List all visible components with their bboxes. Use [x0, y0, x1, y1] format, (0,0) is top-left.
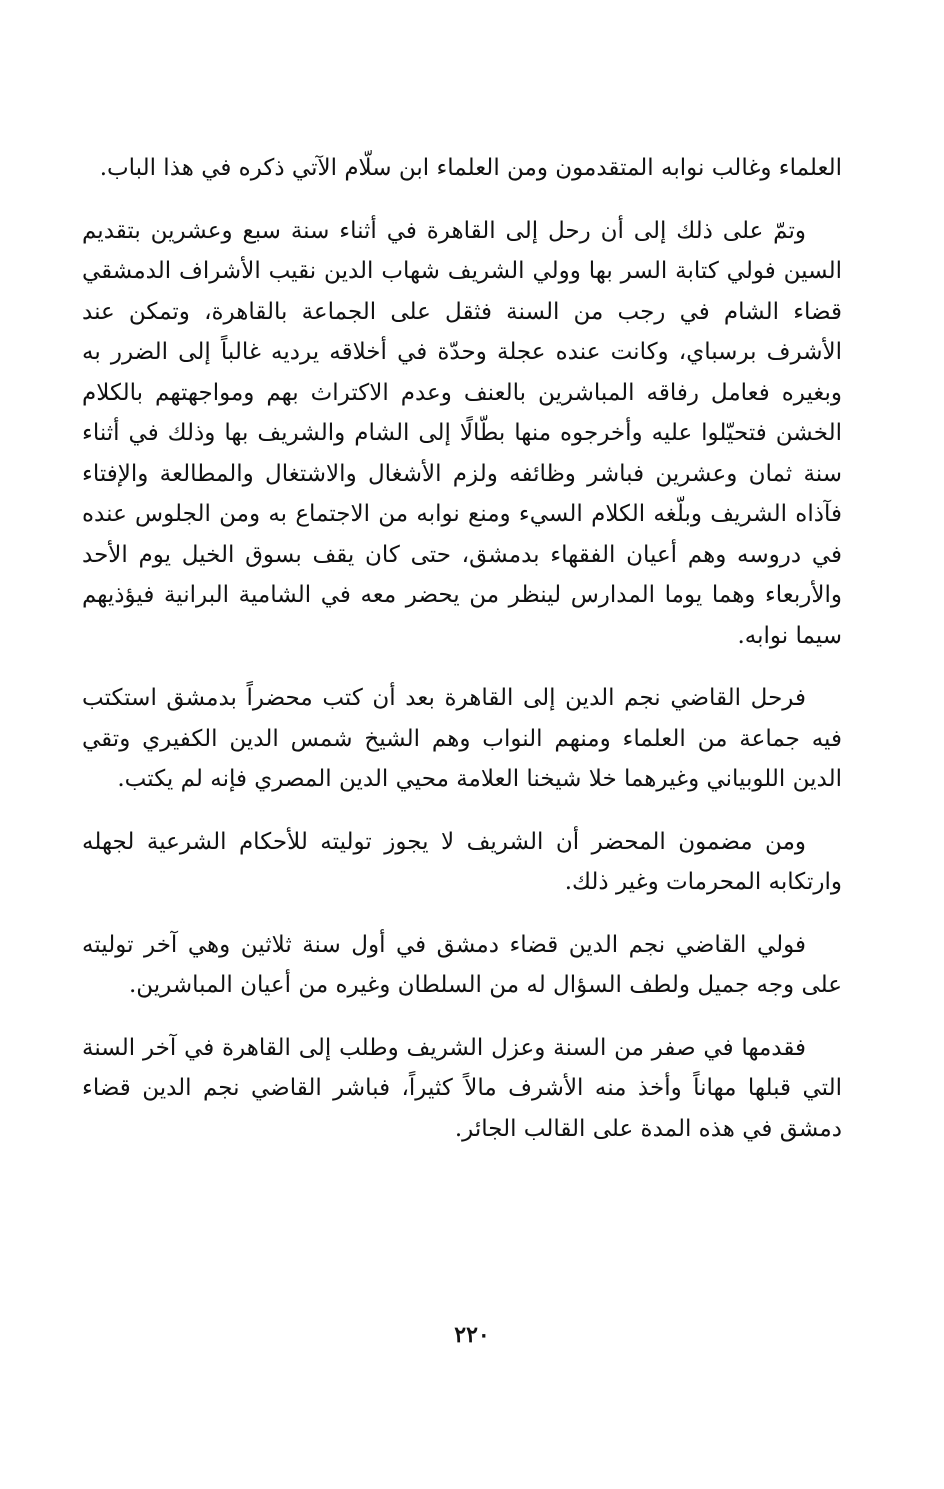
- page-number: ٢٢٠: [454, 1322, 490, 1348]
- paragraph-2: وتمّ على ذلك إلى أن رحل إلى القاهرة في أثناء سنة سبع وعشرين بتقديم السين فولي كتابة السر بها وولي الشريف شهاب الدين نقيب الأشراف الدمشقي قضاء الشام في رجب من السنة فثقل على الجماعة بالقاهرة، وتمكن عند الأشرف برسباي، وكانت عنده عجلة وحدّة في أخلاقه يرديه غالباً إلى الضرر به وبغيره فعامل رفاقه المباشرين بالعنف وعدم الاكتراث بهم ومواجهتهم بالكلام الخشن فتحيّلوا عليه وأخرجوه منها بطّالًا إلى الشام والشريف بها وذلك في أثناء سنة ثمان وعشرين فباشر وظائفه ولزم الأشغال والاشتغال والمطالعة والإفتاء فآذاه الشريف وبلّغه الكلام السيء ومنع نوابه من الاجتماع به ومن الجلوس عنده في دروسه وهم أعيان الفقهاء بدمشق، حتى كان يقف بسوق الخيل يوم الأحد والأربعاء وهما يوما المدارس لينظر من يحضر معه في الشامية البرانية فيؤذيهم سيما نوابه.: [82, 217, 842, 649]
- paragraph-6: فقدمها في صفر من السنة وعزل الشريف وطلب إلى القاهرة في آخر السنة التي قبلها مهاناً وأخذ منه الأشرف مالاً كثيراً، فباشر القاضي نجم الدين قضاء دمشق في هذه المدة على القالب الجائر.: [82, 1034, 842, 1142]
- paragraph-3: فرحل القاضي نجم الدين إلى القاهرة بعد أن كتب محضراً بدمشق استكتب فيه جماعة من العلماء ومنهم النواب وهم الشيخ شمس الدين الكفيري وتقي الدين اللوبياني وغيرهما خلا شيخنا العلامة محيي الدين المصري فإنه لم يكتب.: [82, 685, 842, 792]
- paragraph-5: فولي القاضي نجم الدين قضاء دمشق في أول سنة ثلاثين وهي آخر توليته على وجه جميل ولطف السؤال له من السلطان وغيره من أعيان المباشرين.: [82, 931, 842, 998]
- page-body: [82, 148, 842, 1171]
- paragraph-1: العلماء وغالب نوابه المتقدمون ومن العلماء ابن سلّام الآتي ذكره في هذا الباب.: [99, 155, 842, 181]
- paragraph-4: ومن مضمون المحضر أن الشريف لا يجوز توليته للأحكام الشرعية لجهله وارتكابه المحرمات وغير ذلك.: [82, 828, 842, 895]
